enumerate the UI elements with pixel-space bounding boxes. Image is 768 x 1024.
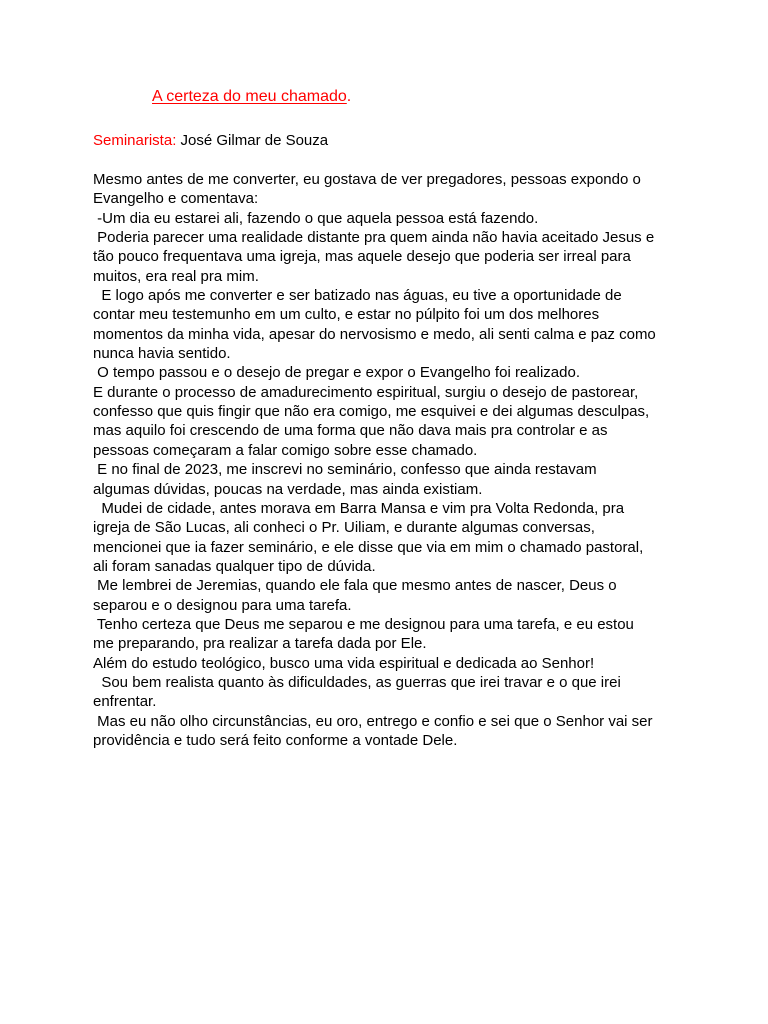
author-name: José Gilmar de Souza	[176, 132, 329, 149]
title-punctuation: .	[346, 88, 352, 105]
body-line: tão pouco frequentava uma igreja, mas aquele desejo que poderia ser irreal para	[93, 248, 631, 266]
body-line: Mudei de cidade, antes morava em Barra Mansa e vim pra Volta Redonda, pra	[93, 499, 625, 517]
body-line: enfrentar.	[93, 693, 157, 711]
author-line	[93, 131, 328, 151]
body-line: confesso que quis fingir que não era comigo, me esquivei e dei algumas desculpas,	[93, 403, 650, 421]
body-line: me preparando, pra realizar a tarefa dada por Ele.	[93, 635, 427, 653]
body-line: contar meu testemunho em um culto, e estar no púlpito foi um dos melhores	[93, 306, 600, 324]
body-line: E durante o processo de amadurecimento espiritual, surgiu o desejo de pastorear,	[93, 383, 639, 401]
body-line: Sou bem realista quanto às dificuldades, as guerras que irei travar e o que irei	[93, 673, 621, 691]
document-title	[152, 87, 351, 107]
document-body	[93, 170, 683, 750]
body-line: E no final de 2023, me inscrevi no seminário, confesso que ainda restavam	[93, 461, 597, 479]
body-line: Poderia parecer uma realidade distante pra quem ainda não havia aceitado Jesus e	[93, 229, 655, 247]
body-line: momentos da minha vida, apesar do nervosismo e medo, ali senti calma e paz como	[93, 325, 656, 343]
body-line: Tenho certeza que Deus me separou e me designou para uma tarefa, e eu estou	[93, 615, 634, 633]
body-line: -Um dia eu estarei ali, fazendo o que aquela pessoa está fazendo.	[93, 209, 539, 227]
title-text: A certeza do meu chamado	[152, 88, 347, 105]
body-line: O tempo passou e o desejo de pregar e expor o Evangelho foi realizado.	[93, 364, 580, 382]
body-line: nunca havia sentido.	[93, 345, 231, 363]
body-line: mencionei que ia fazer seminário, e ele disse que via em mim o chamado pastoral,	[93, 538, 644, 556]
body-line: providência e tudo será feito conforme a vontade Dele.	[93, 731, 458, 749]
body-line: pessoas começaram a falar comigo sobre esse chamado.	[93, 441, 478, 459]
body-line: ali foram sanadas qualquer tipo de dúvida.	[93, 557, 376, 575]
author-label: Seminarista:	[93, 132, 177, 149]
body-line: muitos, era real pra mim.	[93, 267, 259, 285]
body-line: Além do estudo teológico, busco uma vida espiritual e dedicada ao Senhor!	[93, 654, 595, 672]
body-line: E logo após me converter e ser batizado nas águas, eu tive a oportunidade de	[93, 287, 622, 305]
body-line: separou e o designou para uma tarefa.	[93, 596, 352, 614]
body-line: algumas dúvidas, poucas na verdade, mas ainda existiam.	[93, 480, 483, 498]
body-line: Mas eu não olho circunstâncias, eu oro, entrego e confio e sei que o Senhor vai ser	[93, 712, 653, 730]
body-line: igreja de São Lucas, ali conheci o Pr. Uiliam, e durante algumas conversas,	[93, 519, 595, 537]
body-line: mas aquilo foi crescendo de uma forma que não dava mais pra controlar e as	[93, 422, 608, 440]
body-line: Evangelho e comentava:	[93, 190, 259, 208]
body-line: Mesmo antes de me converter, eu gostava de ver pregadores, pessoas expondo o	[93, 171, 641, 188]
body-line: Me lembrei de Jeremias, quando ele fala que mesmo antes de nascer, Deus o	[93, 577, 617, 595]
